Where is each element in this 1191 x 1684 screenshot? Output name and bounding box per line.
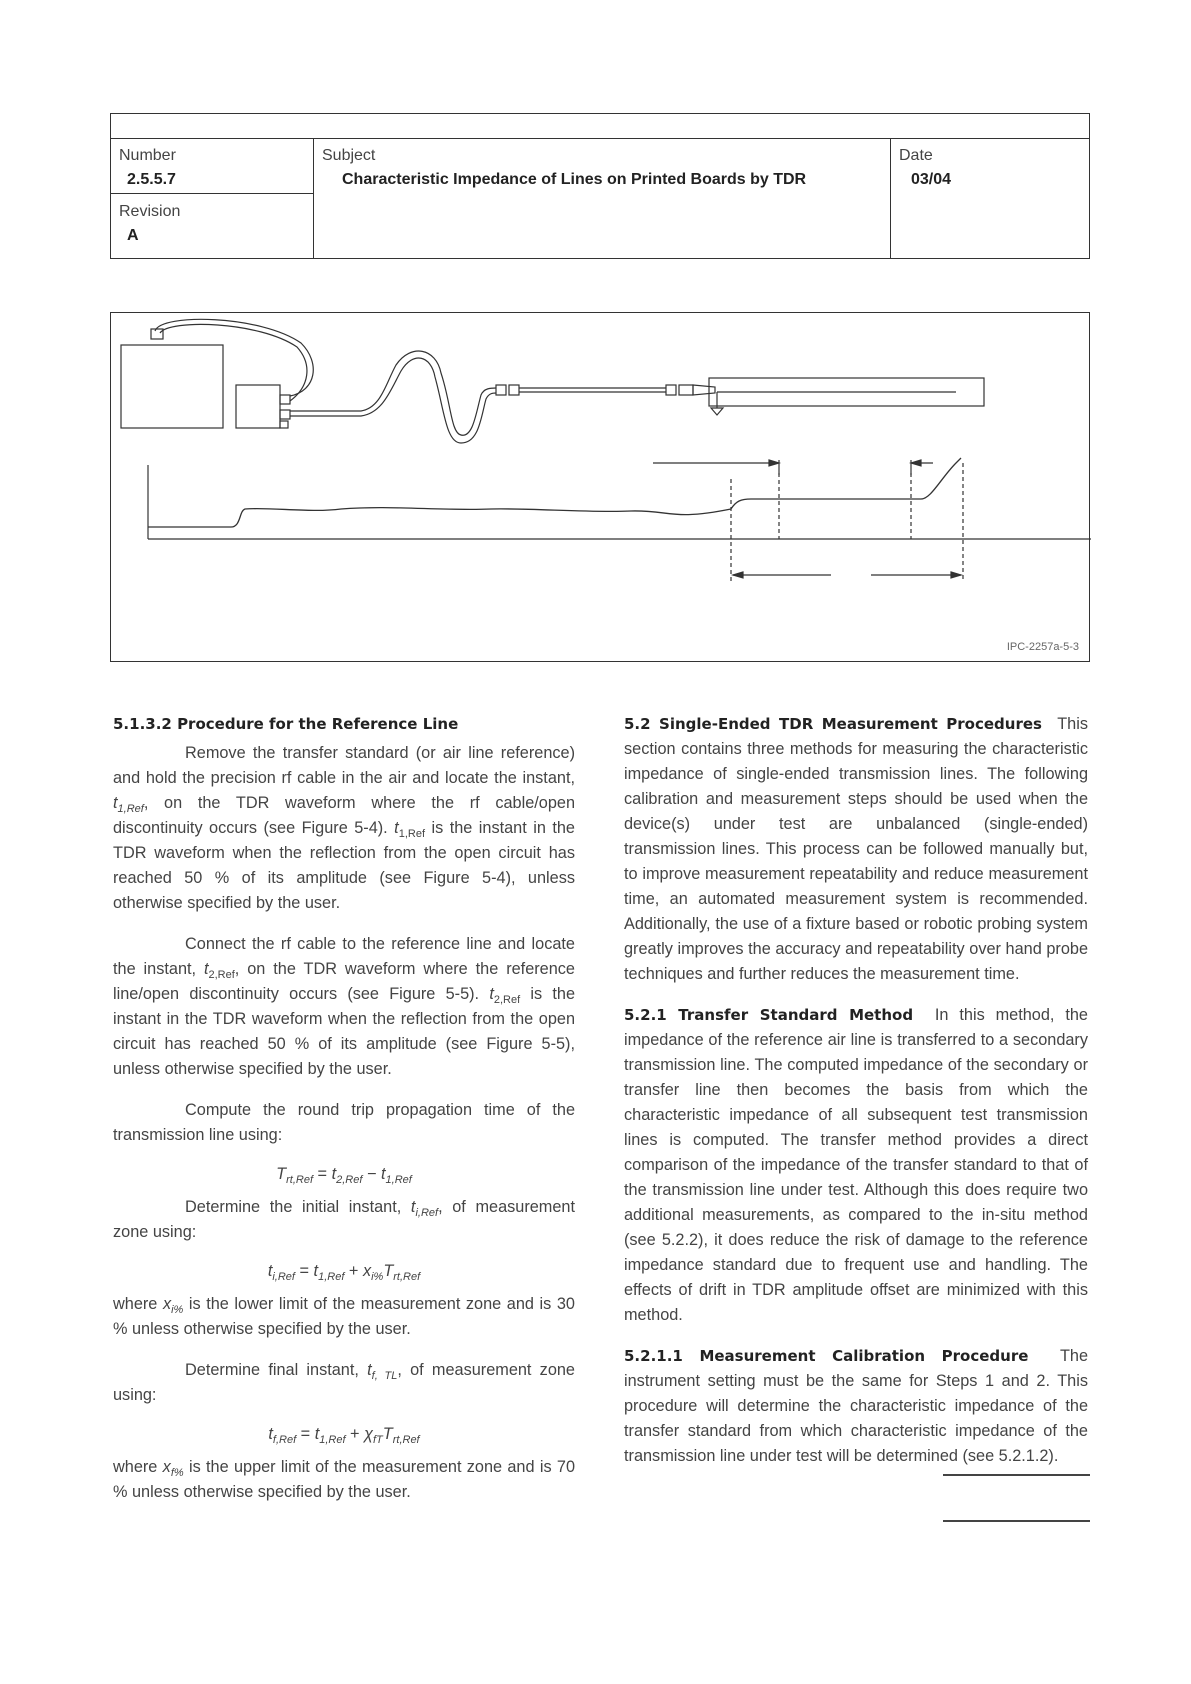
right-column	[624, 712, 1088, 1485]
section-5-1-3-2	[113, 712, 575, 737]
equation-final-instant: $t_{f,Ref} = t_{1,Ref} + \chi_{fT}T_{rt,Ref}$	[268, 1425, 420, 1446]
date-value: 03/04	[911, 171, 952, 188]
document-header-table	[110, 113, 1090, 259]
section-5-2	[624, 712, 1088, 987]
number-value: 2.5.5.7	[127, 171, 176, 188]
tdr-instrument-shape	[121, 345, 223, 428]
sampling-head-shape	[236, 385, 280, 428]
equation-initial-instant: $t_{i,Ref} = t_{1,Ref} + x_{i\%}T_{rt,Ref}$	[267, 1262, 421, 1283]
number-cell	[111, 138, 314, 194]
section-text: In this method, the impedance of the reference air line is transferred to a secondary transmission line. The computed impedance of the secondary or transfer line then becomes the basis from which the characteristic impedance of all subsequent test transmission lines is computed. The transfer method provides a direct comparison of the impedance of the transfer standard to that of the transmission line under test. Although this does require two additional measurements, as compared to the in-situ method (see 5.2.2), it does reduce the risk of damage to the reference impedance standard due to frequent use and handling. The effects of drift in TDR amplitude offset are minimized with this method.	[624, 1006, 1088, 1324]
figure-id: IPC-2257a-5-3	[1006, 641, 1079, 653]
footer-rule	[943, 1474, 1090, 1476]
subject-label: Subject	[322, 147, 376, 164]
revision-value: A	[127, 227, 139, 244]
number-label: Number	[119, 147, 176, 164]
date-cell	[891, 138, 1089, 258]
header-top-row	[111, 114, 1089, 139]
paragraph: where $x_{i\%}$ is the lower limit of the measurement zone and is 30 % unless otherwise specified by the user.	[113, 1295, 575, 1338]
paragraph: where $x_{f\%}$ is the upper limit of the measurement zone and is 70 % unless otherwise specified by the user.	[113, 1458, 576, 1501]
section-heading: 5.1.3.2 Procedure for the Reference Line	[113, 715, 459, 733]
paragraph: Compute the round trip propagation time of the transmission line using:	[113, 1101, 575, 1144]
subject-value: Characteristic Impedance of Lines on Printed Boards by TDR	[342, 171, 807, 188]
left-column	[113, 712, 575, 1521]
paragraph: Connect the rf cable to the reference line and locate the instant, $t_{2,Ref}$, on the TDR waveform where the reference line/open discontinuity occurs (see Figure 5-5). $t_{2,Ref}$ is the instant in the TDR waveform when the reflection from the open circuit has reached 50 % of its amplitude (see Figure 5-5), unless otherwise specified by the user.	[113, 935, 575, 1078]
equation-round-trip: $T_{rt,Ref} = t_{2,Ref} - t_{1,Ref}$	[276, 1165, 412, 1186]
paragraph: Determine the initial instant, $t_{i,Ref}$, of measurement zone using:	[113, 1198, 576, 1241]
section-text: This section contains three methods for measuring the characteristic impedance of single-ended transmission lines. The following calibration and measurement steps should be used when the device(s) under test are unbalanced (single-ended) transmission lines. This process can be followed manually but, to improve measurement repeatability and reduce measurement time, an automated measurement system is recommended. Additionally, the use of a fixture based or robotic probing system greatly improves the accuracy and repeatability over hand probe techniques and further reduces the measurement time.	[624, 715, 1088, 983]
section-5-2-1	[624, 1003, 1088, 1328]
subject-cell	[314, 138, 891, 258]
revision-label: Revision	[119, 203, 181, 220]
date-label: Date	[899, 147, 933, 164]
section-5-2-1-1	[624, 1344, 1088, 1469]
tdr-setup-figure	[110, 312, 1090, 662]
section-heading: 5.2 Single-Ended TDR Measurement Procedures	[624, 715, 1042, 733]
paragraph: Determine final instant, $t_{f, TL}$, of measurement zone using:	[113, 1361, 575, 1404]
section-text: The instrument setting must be the same for Steps 1 and 2. This procedure will determine the characteristic impedance of the transfer standard from which characteristic impedance of the transmission line under test will be determined (see 5.2.1.2).	[624, 1347, 1088, 1465]
tdr-diagram-icon	[111, 313, 1091, 663]
paragraph: Remove the transfer standard (or air line reference) and hold the precision rf cable in the air and locate the instant, $t_{1,Ref}$, on the TDR waveform where the rf cable/open discontinuity occurs (see Figure 5-4). $t_{1,Ref}$ is the instant in the TDR waveform when the reflection from the open circuit has reached 50 % of its amplitude (see Figure 5-4), unless otherwise specified by the user.	[113, 744, 575, 912]
section-heading: 5.2.1.1 Measurement Calibration Procedure	[624, 1347, 1029, 1365]
section-heading: 5.2.1 Transfer Standard Method	[624, 1006, 914, 1024]
revision-cell	[111, 194, 314, 258]
footer-rule	[943, 1520, 1090, 1522]
